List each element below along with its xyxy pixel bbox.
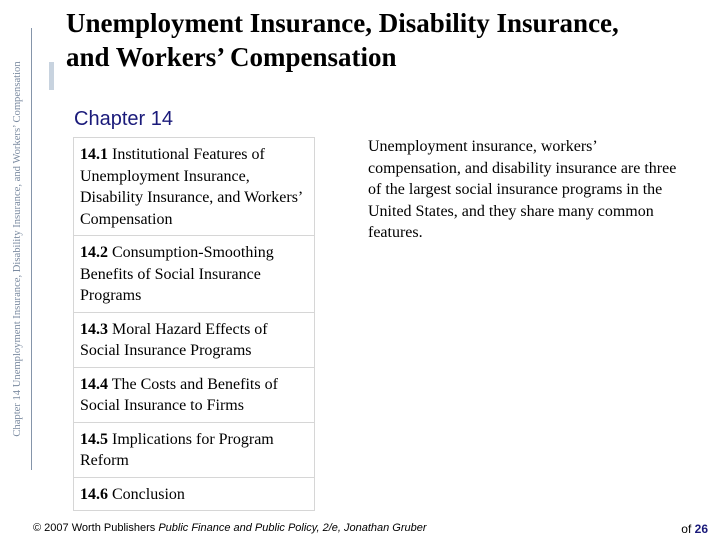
outline-item-14-2 [74,236,314,313]
outline-item-number: 14.2 [80,244,108,261]
sidebar-divider [31,28,32,470]
outline-item-14-6 [74,478,314,511]
outline-item-text: Moral Hazard Effects of Social Insurance Programs [80,320,268,359]
slide-title [66,6,706,74]
outline-item-text: Institutional Features of Unemployment Insurance, Disability Insurance, and Workers’ Compensation [80,146,303,228]
running-title: Chapter 14 Unemployment Insurance, Disability Insurance, and Workers’ Compensation [12,61,23,437]
page-prefix: of [681,522,692,536]
footer [33,522,427,534]
chapter-label: Chapter 14 [74,108,173,130]
slide-title-line-2: and Workers’ Compensation [66,42,397,72]
outline-item-text: Consumption-Smoothing Benefits of Social Insurance Programs [80,244,274,304]
outline-item-14-4 [74,368,314,423]
title-accent-bar [49,62,54,90]
footer-copyright: © 2007 Worth Publishers [33,522,156,534]
chapter-description: Unemployment insurance, workers’ compensation, and disability insurance are three of the largest social insurance programs in the United States, and they share many common features. [368,138,677,241]
page-number: 26 [694,522,708,536]
outline-item-14-5 [74,423,314,478]
outline-item-number: 14.6 [80,485,108,503]
outline-item-number: 14.1 [80,146,108,163]
outline-item-14-1 [74,138,314,236]
outline-item-number: 14.4 [80,375,108,393]
page-indicator [650,522,708,536]
outline-item-text: Implications for Program Reform [80,430,274,469]
chapter-outline [73,137,315,511]
outline-item-text: The Costs and Benefits of Social Insurance to Firms [80,375,278,414]
outline-item-text: Conclusion [108,485,185,503]
outline-item-14-3 [74,313,314,368]
footer-book: Public Finance and Public Policy, 2/e, Jonathan Gruber [158,522,427,534]
slide-title-line-1: Unemployment Insurance, Disability Insurance, [66,8,619,38]
outline-item-number: 14.5 [80,430,108,448]
outline-item-number: 14.3 [80,320,108,338]
